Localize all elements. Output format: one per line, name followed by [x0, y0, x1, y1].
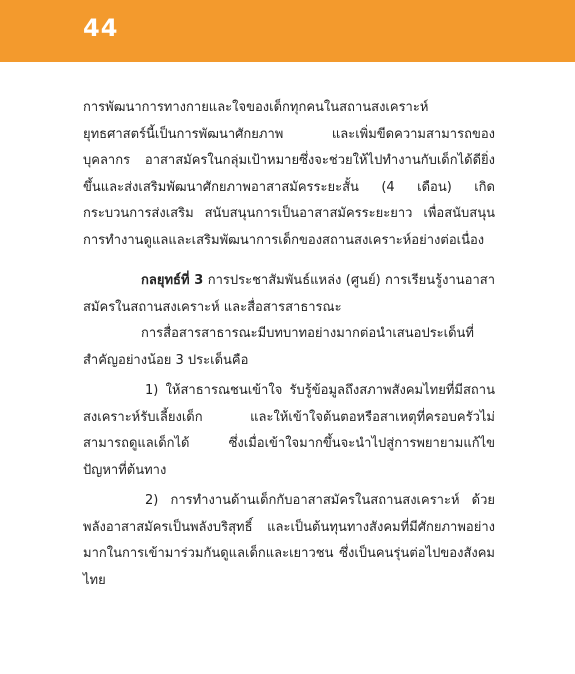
strategy-3-label: กลยุทธ์ที่ 3 [141, 273, 204, 288]
paragraph-strategy-intro: การพัฒนาการทางกายและใจของเด็กทุกคนในสถานสงเคราะห์ ยุทธศาสตร์นี้เป็นการพัฒนาศักยภาพ และเพิ่มขีดความสามารถของบุคลากร อาสาสมัครในกลุ่มเป้าหมายซึ่งจะช่วยให้ไปทำงานกับเด็กได้ดียิ่งขึ้นและส่งเสริมพัฒนาศักยภาพอาสาสมัครระยะสั้น (4 เดือน) เกิดกระบวนการส่งเสริม สนับสนุนการเป็นอาสาสมัครระยะยาว เพื่อสนับสนุนการทำงานดูแลและเสริมพัฒนาการเด็กของสถานสงเคราะห์อย่างต่อเนื่อง [83, 100, 495, 248]
list-item-1: 1) ให้สาธารณชนเข้าใจ รับรู้ข้อมูลถึงสภาพสังคมไทยที่มีสถานสงเคราะห์รับเลี้ยงเด็ก และให้เข้าใจต้นตอหรือสาเหตุที่ครอบครัวไม่สามารถดูแลเด็กได้ ซึ่งเมื่อเข้าใจมากขึ้นจะนำไปสู่การพยายามแก้ไขปัญหาที่ต้นทาง [83, 383, 495, 478]
page-header-band [0, 0, 575, 62]
page-number: 44 [83, 14, 119, 42]
paragraph-strategy-3 [83, 268, 495, 321]
strategy-3-text: การประชาสัมพันธ์แหล่ง (ศูนย์) การเรียนรู้งานอาสาสมัครในสถานสงเคราะห์ และสื่อสารสาธารณะ [83, 273, 495, 315]
list-item-2: 2) การทำงานด้านเด็กกับอาสาสมัครในสถานสงเคราะห์ ด้วยพลังอาสาสมัครเป็นพลังบริสุทธิ์ และเป็นต้นทุนทางสังคมที่มีศักยภาพอย่างมากในการเข้ามาร่วมกันดูแลเด็กและเยาวชน ซึ่งเป็นคนรุ่นต่อไปของสังคมไทย [83, 493, 495, 588]
page-body [83, 95, 495, 594]
paragraph-public-communication: การสื่อสารสาธารณะมีบทบาทอย่างมากต่อนำเสนอประเด็นที่สำคัญอย่างน้อย 3 ประเด็นคือ [83, 326, 474, 368]
